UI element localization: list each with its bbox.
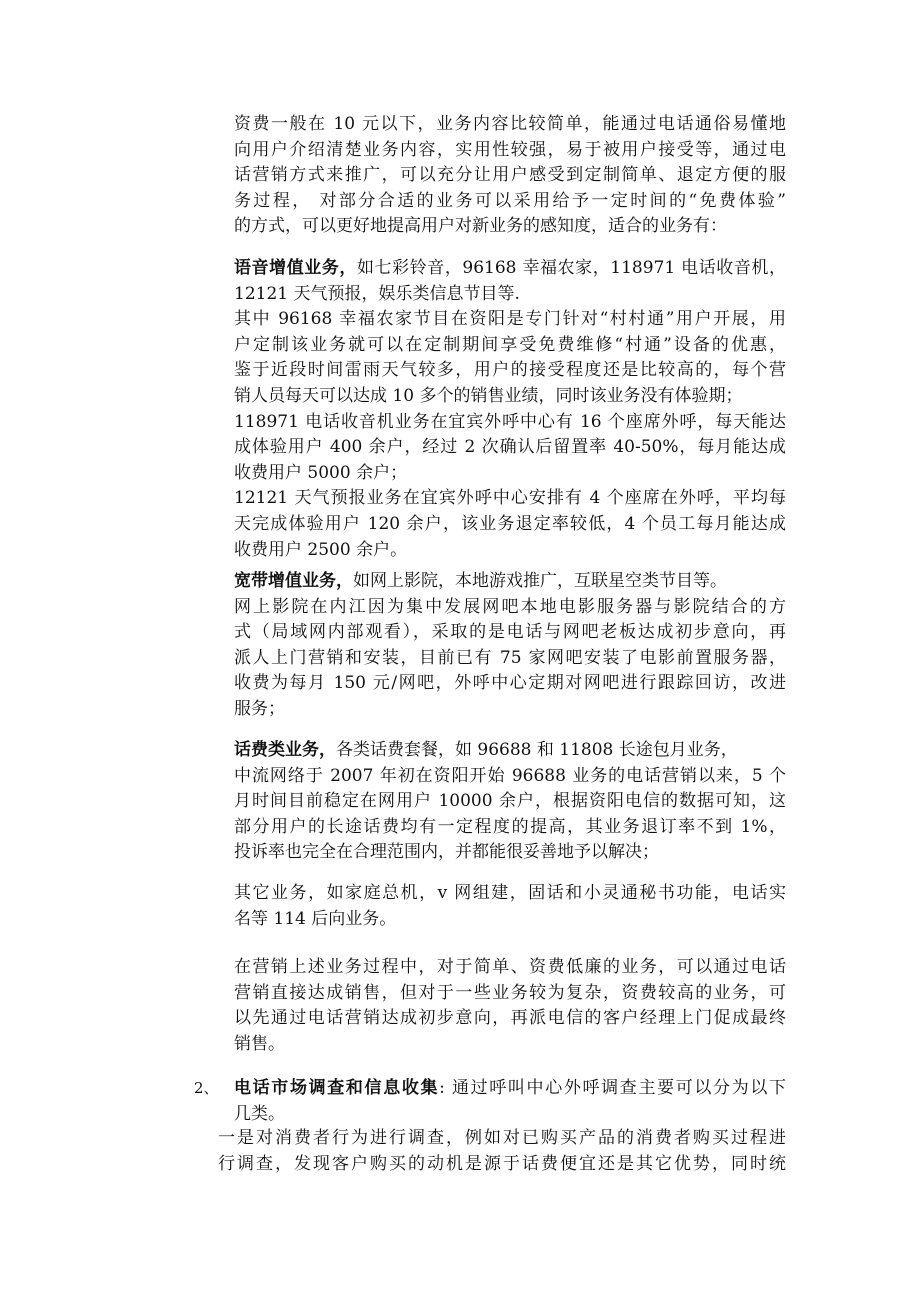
voice-heading: 语音增值业务， — [234, 258, 357, 278]
text-line: 118971 电话收音机业务在宜宾外呼中心有 16 个座席外呼，每天能达 — [234, 411, 786, 432]
text-line: 几类。 — [234, 1103, 285, 1124]
market-research-intro: : 通过呼叫中心外呼调查主要可以分为以下 — [439, 1078, 786, 1098]
text-line: 成体验用户 400 余户，经过 2 次确认后留置率 40-50%，每月能达成 — [234, 437, 786, 458]
text-line: 的方式，可以更好地提高用户对新业务的感知度，适合的业务有： — [234, 216, 727, 237]
text-line: 服务； — [234, 698, 285, 719]
section-first-line — [234, 738, 786, 764]
text-line: 其它业务，如家庭总机，v 网组建，固话和小灵通秘书功能，电话实 — [234, 883, 786, 903]
text-line: 收费为每月 150 元/网吧，外呼中心定期对网吧进行跟踪回访，改进 — [234, 673, 786, 694]
other-services-paragraph — [234, 881, 786, 932]
fee-intro: 各类话费套餐，如 96688 和 11808 长途包月业务， — [336, 740, 738, 760]
text-line: 以先通过电话营销达成初步意向，再派电信的客户经理上门促成最终 — [234, 1008, 786, 1029]
text-line: 话营销方式来推广，可以充分让用户感受到定制简单、退定方便的服 — [234, 165, 786, 186]
text-line: 12121 天气预报业务在宜宾外呼中心安排有 4 个座席在外呼，平均每 — [234, 488, 786, 509]
intro-paragraph — [234, 112, 786, 240]
broadband-heading: 宽带增值业务， — [234, 571, 353, 591]
text-line: 向用户介绍清楚业务内容，实用性较强，易于被用户接受等，通过电 — [234, 139, 786, 160]
text-line: 部分用户的长途话费均有一定程度的提高，其业务退订率不到 1%， — [234, 816, 786, 837]
text-line: 12121 天气预报，娱乐类信息节目等. — [234, 283, 520, 304]
text-line: 行调查，发现客户购买的动机是源于话费便宜还是其它优势，同时统 — [218, 1153, 786, 1174]
text-line: 网上影院在内江因为集中发展网吧本地电影服务器与影院结合的方 — [234, 596, 786, 617]
text-line: 销人员每天可以达成 10 多个的销售业绩，同时该业务没有体验期； — [234, 385, 743, 406]
text-line: 收费用户 2500 余户。 — [234, 539, 408, 560]
market-research-body — [218, 1126, 786, 1177]
market-research-item — [234, 1076, 786, 1127]
text-line: 派人上门营销和安装，目前已有 75 家网吧安装了电影前置服务器， — [234, 647, 786, 668]
broadband-services-section — [234, 569, 786, 723]
text-line: 收费用户 5000 余户； — [234, 462, 408, 483]
broadband-intro: 如网上影院，本地游戏推广，互联星空类节目等。 — [353, 571, 727, 591]
voice-intro: 如七彩铃音，96168 幸福农家，118971 电话收音机， — [356, 258, 786, 278]
text-line: 务过程， 对部分合适的业务可以采用给予一定时间的“免费体验” — [234, 190, 786, 211]
text-line: 天完成体验用户 120 余户，该业务退定率较低，4 个员工每月能达成 — [234, 513, 786, 534]
fee-heading: 话费类业务， — [234, 740, 336, 760]
text-line: 资费一般在 10 元以下，业务内容比较简单，能通过电话通俗易懂地 — [234, 114, 786, 134]
section-first-line — [234, 569, 786, 595]
text-line: 中流网络于 2007 年初在资阳开始 96688 业务的电话营销以来，5 个 — [234, 765, 786, 786]
market-research-heading: 电话市场调查和信息收集 — [234, 1078, 440, 1098]
voice-services-section — [234, 256, 786, 563]
text-line: 月时间目前稳定在网用户 10000 余户，根据资阳电信的数据可知，这 — [234, 791, 786, 812]
section-first-line — [234, 256, 786, 282]
text-line: 户定制该业务就可以在定制期间享受免费维修“村通”设备的优惠， — [234, 334, 786, 355]
text-line: 在营销上述业务过程中，对于简单、资费低廉的业务，可以通过电话 — [234, 957, 786, 977]
list-number: 2、 — [194, 1079, 219, 1097]
summary-paragraph — [234, 955, 786, 1057]
text-line: 投诉率也完全在合理范围内，并都能很妥善地予以解决； — [234, 842, 659, 863]
text-line: 一是对消费者行为进行调查，例如对已购买产品的消费者购买过程进 — [218, 1128, 786, 1148]
text-line: 名等 114 后向业务。 — [234, 908, 397, 929]
item-first-line — [234, 1076, 786, 1102]
text-line: 式（局域网内部观看），采取的是电话与网吧老板达成初步意向，再 — [234, 622, 786, 643]
fee-services-section — [234, 738, 786, 866]
text-line: 其中 96168 幸福农家节目在资阳是专门针对“村村通”用户开展，用 — [234, 309, 786, 330]
text-line: 销售。 — [234, 1033, 285, 1054]
text-line: 营销直接达成销售，但对于一些业务较为复杂，资费较高的业务，可 — [234, 982, 786, 1003]
text-line: 鉴于近段时间雷雨天气较多，用户的接受程度还是比较高的，每个营 — [234, 360, 786, 381]
